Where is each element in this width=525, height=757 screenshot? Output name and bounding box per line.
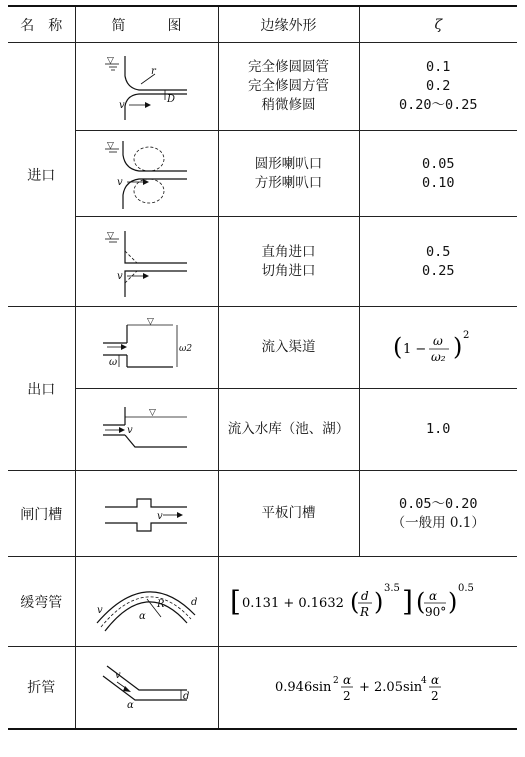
sketch-outlet-reservoir (75, 389, 218, 471)
svg-text:α: α (428, 588, 437, 603)
svg-text:v: v (118, 99, 125, 111)
inlet-g3-shapes: 直角进口 切角进口 (218, 217, 359, 307)
sketch-smooth-bend (75, 557, 218, 647)
svg-text:▽: ▽ (106, 140, 114, 151)
sketch-inlet-rounded (75, 43, 218, 131)
svg-text:[: [ (229, 584, 241, 618)
outlet-g2-shape: 流入水库（池、湖） (218, 389, 359, 471)
loss-coefficient-table (8, 5, 517, 730)
svg-text:▽: ▽ (106, 230, 114, 241)
fold-zeta-formula (273, 666, 463, 708)
header-zeta: ζ (359, 6, 517, 43)
svg-text:R: R (156, 598, 165, 610)
header-sketch: 简 图 (75, 6, 218, 43)
outlet-zeta-formula (383, 328, 493, 368)
svg-text:d: d (360, 588, 369, 603)
sketch-outlet-channel (75, 307, 218, 389)
outlet-g2-zeta: 1.0 (359, 389, 517, 471)
header-name: 名 称 (8, 6, 75, 43)
svg-text:1 −: 1 − (403, 341, 427, 357)
gate-name: 闸门槽 (8, 471, 75, 557)
fold-row (8, 647, 517, 729)
svg-text:ω₂: ω₂ (431, 349, 446, 364)
svg-text:d: d (190, 596, 197, 608)
outlet-g1-shape: 流入渠道 (218, 307, 359, 389)
svg-text:α: α (138, 610, 146, 622)
inlet-row-1 (8, 43, 517, 131)
inlet-g1-shapes: 完全修圆圆管 完全修圆方管 稍微修圆 (218, 43, 359, 131)
sketch-inlet-square (75, 217, 218, 307)
formula-paren-left: ( (393, 332, 403, 361)
bend-zeta-formula (228, 579, 508, 625)
svg-text:(: ( (349, 587, 360, 616)
svg-text:d: d (182, 691, 189, 703)
outlet-name: 出口 (8, 307, 75, 471)
svg-text:ω: ω (108, 356, 117, 368)
svg-text:]: ] (401, 584, 413, 618)
svg-text:▽: ▽ (148, 407, 156, 418)
outlet-row-1 (8, 307, 517, 389)
svg-text:): ) (373, 587, 384, 616)
inlet-g2-zetas: 0.05 0.10 (359, 131, 517, 217)
svg-text:α: α (126, 700, 134, 712)
gate-shape: 平板门槽 (218, 471, 359, 557)
svg-text:90°: 90° (424, 604, 447, 619)
svg-text:v: v (156, 510, 163, 522)
inlet-g1-zetas: 0.1 0.2 0.20～0.25 (359, 43, 517, 131)
fold-formula-cell (218, 647, 517, 729)
svg-text:v: v (114, 670, 121, 682)
inlet-name: 进口 (8, 43, 75, 307)
sketch-gate-slot (75, 471, 218, 557)
svg-text:v: v (116, 270, 123, 282)
svg-text:R: R (359, 604, 369, 619)
svg-text:): ) (453, 332, 463, 361)
header-row (8, 6, 517, 43)
svg-text:r: r (150, 65, 156, 77)
svg-text:2: 2 (342, 689, 351, 704)
svg-text:0.131 + 0.1632: 0.131 + 0.1632 (241, 595, 344, 611)
svg-text:α: α (342, 673, 351, 688)
inlet-g3-zetas: 0.5 0.25 (359, 217, 517, 307)
sketch-inlet-bellmouth (75, 131, 218, 217)
svg-text:α: α (430, 673, 439, 688)
outlet-g1-zeta (359, 307, 517, 389)
svg-text:D: D (166, 93, 175, 105)
svg-text:2: 2 (430, 689, 439, 704)
bend-name: 缓弯管 (8, 557, 75, 647)
svg-text:ω2: ω2 (178, 343, 192, 354)
inlet-row-3 (8, 217, 517, 307)
gate-row (8, 471, 517, 557)
svg-text:3.5: 3.5 (383, 582, 400, 594)
inlet-g2-shapes: 圆形喇叭口 方形喇叭口 (218, 131, 359, 217)
inlet-row-2 (8, 131, 517, 217)
svg-text:v: v (96, 604, 103, 616)
header-edge-shape: 边缘外形 (218, 6, 359, 43)
svg-text:v: v (116, 176, 123, 188)
bend-formula-cell (218, 557, 517, 647)
svg-text:▽: ▽ (106, 55, 114, 66)
svg-text:0.5: 0.5 (457, 582, 474, 594)
svg-text:ω: ω (433, 333, 444, 348)
svg-text:0.946sin: 0.946sin (274, 680, 332, 696)
svg-text:v: v (126, 424, 133, 436)
sketch-folded-pipe (75, 647, 218, 729)
fold-name: 折管 (8, 647, 75, 729)
bend-row (8, 557, 517, 647)
svg-text:2: 2 (332, 676, 339, 687)
svg-text:2: 2 (463, 329, 470, 341)
svg-text:): ) (447, 587, 458, 616)
gate-zetas: 0.05～0.20 （一般用 0.1） (359, 471, 517, 557)
svg-text:▽: ▽ (146, 316, 154, 327)
outlet-row-2 (8, 389, 517, 471)
svg-text:+ 2.05sin: + 2.05sin (358, 680, 422, 696)
svg-text:(: ( (415, 587, 426, 616)
svg-text:4: 4 (420, 676, 427, 687)
